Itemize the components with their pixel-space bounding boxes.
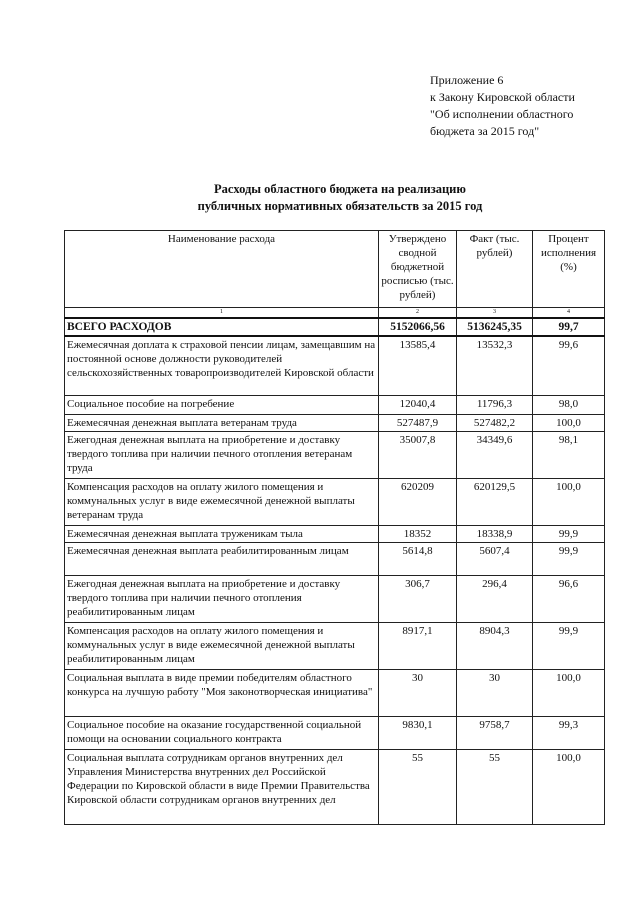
column-number: 4 xyxy=(533,308,605,319)
plan-value: 8917,1 xyxy=(379,623,457,670)
fact-value: 11796,3 xyxy=(457,396,533,415)
plan-value: 13585,4 xyxy=(379,336,457,396)
plan-value: 9830,1 xyxy=(379,717,457,750)
percent-value: 100,0 xyxy=(533,750,605,825)
header-fact: Факт (тыс. рублей) xyxy=(457,231,533,308)
expense-name: Ежемесячная доплата к страховой пенсии лицам, замещавшим на постоянной основе должности руководителей сельскохозяйственных товаропроизводителей Кировской области xyxy=(65,336,379,396)
fact-value: 18338,9 xyxy=(457,526,533,543)
percent-value: 99,9 xyxy=(533,623,605,670)
table-row xyxy=(65,396,605,415)
expense-name: Социальная выплата в виде премии победителям областного конкурса на лучшую работу "Моя законотворческая инициатива" xyxy=(65,670,379,717)
table-row xyxy=(65,543,605,576)
fact-value: 13532,3 xyxy=(457,336,533,396)
expense-rows xyxy=(65,336,605,825)
expense-name: Социальное пособие на оказание государственной социальной помощи на основании социального контракта xyxy=(65,717,379,750)
header-percent: Процент исполнения (%) xyxy=(533,231,605,308)
percent-value: 98,0 xyxy=(533,396,605,415)
fact-value: 8904,3 xyxy=(457,623,533,670)
appendix-note xyxy=(430,72,630,140)
title-line-1: Расходы областного бюджета на реализацию xyxy=(214,182,466,196)
total-row xyxy=(65,318,605,336)
plan-value: 35007,8 xyxy=(379,432,457,479)
expense-name: Ежемесячная денежная выплата ветеранам труда xyxy=(65,415,379,432)
percent-value: 100,0 xyxy=(533,670,605,717)
fact-value: 9758,7 xyxy=(457,717,533,750)
document-title xyxy=(60,181,620,215)
percent-value: 99,6 xyxy=(533,336,605,396)
expense-name: Ежемесячная денежная выплата реабилитированным лицам xyxy=(65,543,379,576)
plan-value: 55 xyxy=(379,750,457,825)
title-line-2: публичных нормативных обязательств за 2015 год xyxy=(197,199,483,213)
percent-value: 98,1 xyxy=(533,432,605,479)
table-row xyxy=(65,526,605,543)
fact-value: 55 xyxy=(457,750,533,825)
expense-name: Социальная выплата сотрудникам органов внутренних дел Управления Министерства внутренних дел Российской Федерации по Кировской области в виде Премии Правительства Кировской области сотрудникам органов внутренних дел xyxy=(65,750,379,825)
expense-name: Компенсация расходов на оплату жилого помещения и коммунальных услуг в виде ежемесячной денежной выплаты реабилитированным лицам xyxy=(65,623,379,670)
percent-value: 99,3 xyxy=(533,717,605,750)
plan-value: 620209 xyxy=(379,479,457,526)
percent-value: 100,0 xyxy=(533,479,605,526)
table-row xyxy=(65,623,605,670)
table-row xyxy=(65,670,605,717)
appendix-line: "Об исполнении областного xyxy=(430,107,574,121)
fact-value: 620129,5 xyxy=(457,479,533,526)
percent-value: 99,9 xyxy=(533,526,605,543)
percent-value: 99,9 xyxy=(533,543,605,576)
expense-name: Ежегодная денежная выплата на приобретение и доставку твердого топлива при наличии печного отопления ветеранам труда xyxy=(65,432,379,479)
expense-name: Ежемесячная денежная выплата труженикам тыла xyxy=(65,526,379,543)
percent-value: 96,6 xyxy=(533,576,605,623)
expense-name: Компенсация расходов на оплату жилого помещения и коммунальных услуг в виде ежемесячной денежной выплаты ветеранам труда xyxy=(65,479,379,526)
fact-value: 34349,6 xyxy=(457,432,533,479)
header-row xyxy=(65,231,605,308)
table-row xyxy=(65,336,605,396)
header-name: Наименование расхода xyxy=(65,231,379,308)
column-number: 3 xyxy=(457,308,533,319)
fact-value: 30 xyxy=(457,670,533,717)
table-row xyxy=(65,717,605,750)
total-fact: 5136245,35 xyxy=(457,318,533,336)
fact-value: 5607,4 xyxy=(457,543,533,576)
plan-value: 18352 xyxy=(379,526,457,543)
appendix-line: бюджета за 2015 год" xyxy=(430,124,540,138)
plan-value: 527487,9 xyxy=(379,415,457,432)
column-number: 2 xyxy=(379,308,457,319)
expense-name: Социальное пособие на погребение xyxy=(65,396,379,415)
appendix-line: Приложение 6 xyxy=(430,73,504,87)
total-percent: 99,7 xyxy=(533,318,605,336)
table-row xyxy=(65,750,605,825)
plan-value: 30 xyxy=(379,670,457,717)
budget-table xyxy=(64,230,605,825)
plan-value: 12040,4 xyxy=(379,396,457,415)
table-row xyxy=(65,576,605,623)
table-row xyxy=(65,479,605,526)
fact-value: 527482,2 xyxy=(457,415,533,432)
table-row xyxy=(65,432,605,479)
expense-name: Ежегодная денежная выплата на приобретение и доставку твердого топлива при наличии печного отопления реабилитированным лицам xyxy=(65,576,379,623)
header-plan: Утверждено сводной бюджетной росписью (тыс. рублей) xyxy=(379,231,457,308)
column-number-row xyxy=(65,308,605,319)
column-number: 1 xyxy=(65,308,379,319)
table-row xyxy=(65,415,605,432)
total-plan: 5152066,56 xyxy=(379,318,457,336)
percent-value: 100,0 xyxy=(533,415,605,432)
fact-value: 296,4 xyxy=(457,576,533,623)
appendix-line: к Закону Кировской области xyxy=(430,90,575,104)
total-label: ВСЕГО РАСХОДОВ xyxy=(65,318,379,336)
plan-value: 5614,8 xyxy=(379,543,457,576)
plan-value: 306,7 xyxy=(379,576,457,623)
